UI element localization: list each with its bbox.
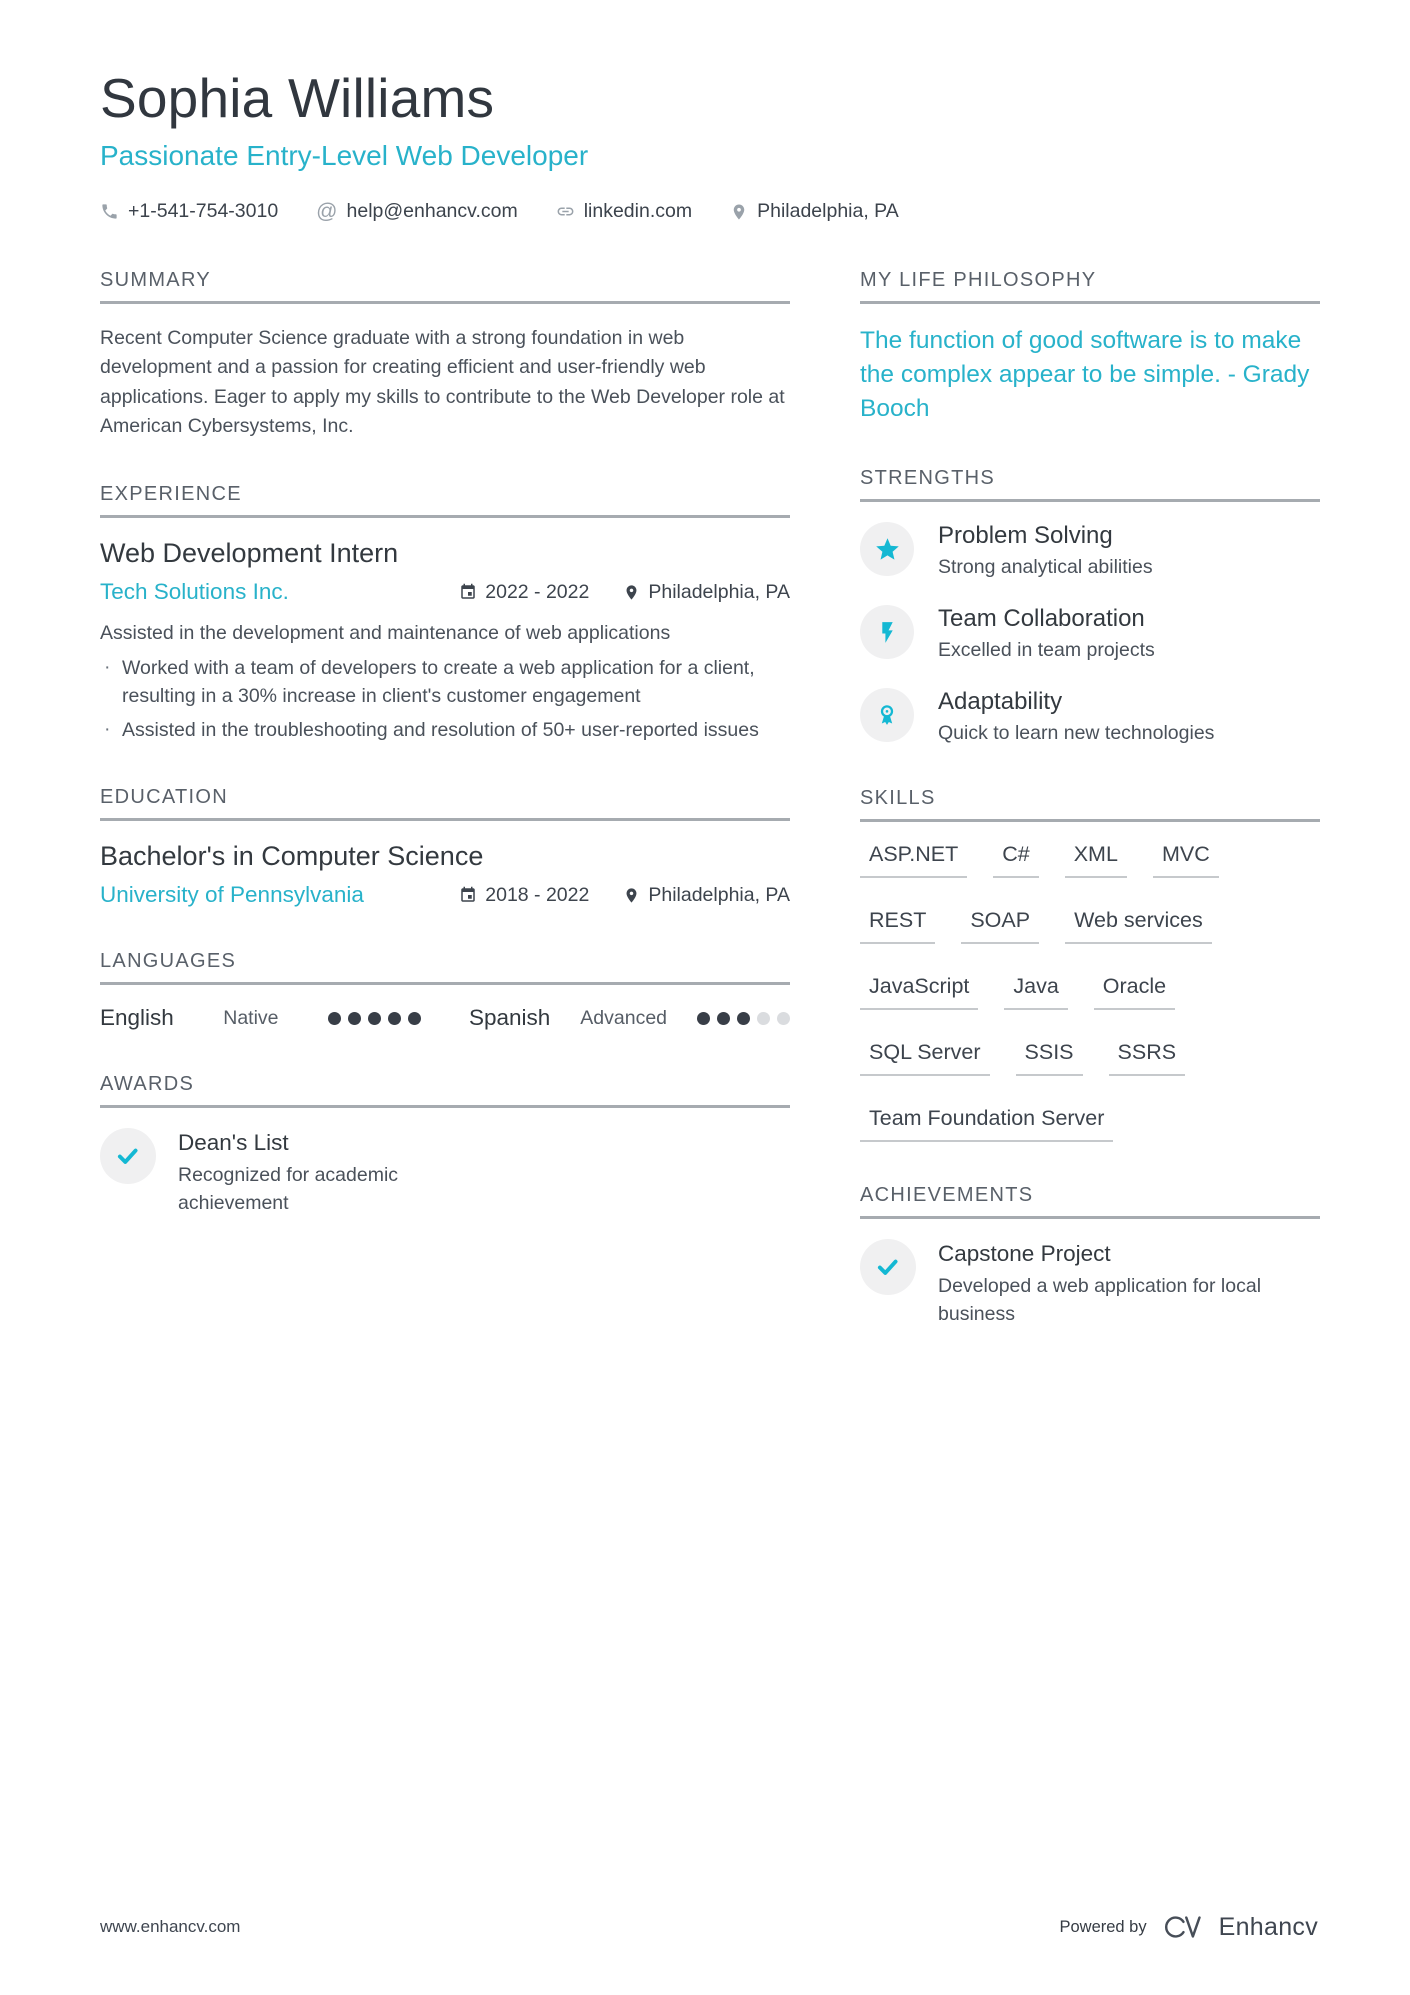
location-icon xyxy=(623,887,640,904)
job-location-text: Philadelphia, PA xyxy=(648,580,790,603)
experience-section xyxy=(100,483,790,744)
job-bullet: · Worked with a team of developers to create a web application for a client, resulting in a 30% increase in client's customer engagement xyxy=(100,655,790,710)
languages-heading: LANGUAGES xyxy=(100,950,790,985)
calendar-icon xyxy=(459,583,477,601)
summary-section xyxy=(100,269,790,441)
person-headline: Passionate Entry-Level Web Developer xyxy=(100,140,589,171)
strength-description: Strong analytical abilities xyxy=(938,556,1153,579)
skill-chip: SSRS xyxy=(1109,1040,1186,1076)
skill-chip: C# xyxy=(993,842,1038,878)
skill-chip: XML xyxy=(1065,842,1127,878)
language-level-dot xyxy=(757,1012,770,1025)
language-level: Advanced xyxy=(580,1006,668,1029)
phone-icon xyxy=(100,202,119,221)
skill-chip: Oracle xyxy=(1094,974,1175,1010)
strength-description: Excelled in team projects xyxy=(938,639,1155,662)
award-badge xyxy=(100,1128,156,1184)
language-item-spanish xyxy=(469,1005,790,1031)
at-icon: @ xyxy=(316,200,338,223)
strength-title: Adaptability xyxy=(938,688,1063,716)
language-name: English xyxy=(100,1005,174,1031)
contact-row xyxy=(100,200,1318,223)
location-icon xyxy=(730,203,748,221)
skill-chip: Team Foundation Server xyxy=(860,1106,1113,1142)
company-link[interactable]: Tech Solutions Inc. xyxy=(100,579,289,604)
experience-entry xyxy=(100,538,790,744)
skill-chip: Java xyxy=(1004,974,1067,1010)
philosophy-quote: The function of good software is to make the complex appear to be simple. - Grady Booch xyxy=(860,327,1310,422)
language-level-dot xyxy=(777,1012,790,1025)
summary-heading: SUMMARY xyxy=(100,269,790,304)
brand-name: Enhancv xyxy=(1218,1912,1318,1941)
contact-linkedin[interactable] xyxy=(556,200,692,223)
award-title: Dean's List xyxy=(178,1130,289,1156)
skill-chip: SSIS xyxy=(1016,1040,1083,1076)
education-entry xyxy=(100,841,790,908)
achievements-heading: ACHIEVEMENTS xyxy=(860,1184,1320,1219)
strength-badge xyxy=(860,688,914,742)
skills-section xyxy=(860,787,1320,1142)
contact-location-text: Philadelphia, PA xyxy=(757,200,899,222)
contact-location xyxy=(730,200,899,223)
philosophy-section xyxy=(860,269,1320,425)
strengths-section xyxy=(860,467,1320,745)
strength-description: Quick to learn new technologies xyxy=(938,722,1215,745)
skills-heading: SKILLS xyxy=(860,787,1320,822)
check-icon xyxy=(875,1254,901,1280)
language-level-dots xyxy=(697,1012,790,1025)
philosophy-heading: MY LIFE PHILOSOPHY xyxy=(860,269,1320,304)
star-icon xyxy=(874,536,901,563)
language-level-dot xyxy=(348,1012,361,1025)
job-dates xyxy=(459,581,589,604)
skill-chip: SQL Server xyxy=(860,1040,990,1076)
job-title: Web Development Intern xyxy=(100,538,399,568)
language-level-dots xyxy=(328,1012,421,1025)
skill-chip: Web services xyxy=(1065,908,1212,944)
strength-item xyxy=(860,688,1320,745)
achievement-item xyxy=(860,1239,1320,1328)
medal-icon xyxy=(874,702,900,728)
education-location-text: Philadelphia, PA xyxy=(648,883,790,906)
award-item xyxy=(100,1128,790,1217)
language-level-dot xyxy=(328,1012,341,1025)
award-description: Recognized for academic achievement xyxy=(178,1164,399,1214)
skills-list xyxy=(860,842,1320,1142)
language-level-dot xyxy=(697,1012,710,1025)
language-name: Spanish xyxy=(469,1005,551,1031)
skill-chip: JavaScript xyxy=(860,974,978,1010)
language-level-dot xyxy=(737,1012,750,1025)
bolt-icon xyxy=(875,620,900,645)
job-dates-text: 2022 - 2022 xyxy=(485,580,590,603)
job-bullet-list xyxy=(100,655,790,744)
language-level-dot xyxy=(408,1012,421,1025)
strength-title: Problem Solving xyxy=(938,522,1113,550)
school-link[interactable]: University of Pennsylvania xyxy=(100,882,364,908)
achievement-badge xyxy=(860,1239,916,1295)
job-bullet: · Assisted in the troubleshooting and resolution of 50+ user-reported issues xyxy=(100,717,790,745)
location-icon xyxy=(623,584,640,601)
language-level-dot xyxy=(368,1012,381,1025)
contact-linkedin-text: linkedin.com xyxy=(583,200,693,222)
achievement-description: Developed a web application for local business xyxy=(938,1275,1262,1325)
education-section xyxy=(100,786,790,908)
job-summary: Assisted in the development and maintenance of web applications xyxy=(100,622,671,644)
strength-item xyxy=(860,605,1320,662)
check-icon xyxy=(115,1143,141,1169)
degree-title: Bachelor's in Computer Science xyxy=(100,841,484,872)
enhancv-logo-icon xyxy=(1160,1911,1206,1943)
achievement-title: Capstone Project xyxy=(938,1241,1111,1267)
skill-chip: ASP.NET xyxy=(860,842,967,878)
strength-title: Team Collaboration xyxy=(938,605,1145,633)
summary-text: Recent Computer Science graduate with a strong foundation in web development and a passion for creating efficient and user-friendly web applications. Eager to apply my skills to contribute to the Web Developer role at American Cybersystems, Inc. xyxy=(100,327,785,437)
powered-by-label: Powered by xyxy=(1059,1917,1147,1936)
education-dates xyxy=(459,884,589,907)
page-footer xyxy=(100,1911,1318,1943)
language-level-dot xyxy=(388,1012,401,1025)
skill-chip: REST xyxy=(860,908,935,944)
education-location xyxy=(623,884,790,907)
footer-website-link[interactable]: www.enhancv.com xyxy=(100,1917,241,1936)
education-heading: EDUCATION xyxy=(100,786,790,821)
calendar-icon xyxy=(459,886,477,904)
contact-email-text: help@enhancv.com xyxy=(346,200,518,222)
resume-header xyxy=(100,66,1318,223)
contact-email[interactable] xyxy=(316,200,518,223)
achievements-section xyxy=(860,1184,1320,1328)
strength-badge xyxy=(860,605,914,659)
strength-item xyxy=(860,522,1320,579)
contact-phone-text: +1-541-754-3010 xyxy=(128,200,279,222)
education-dates-text: 2018 - 2022 xyxy=(485,883,590,906)
footer-brand[interactable] xyxy=(1059,1911,1318,1943)
job-location xyxy=(623,581,790,604)
contact-phone[interactable] xyxy=(100,200,278,223)
strength-badge xyxy=(860,522,914,576)
link-icon xyxy=(556,202,575,221)
language-level: Native xyxy=(223,1006,279,1029)
awards-section xyxy=(100,1073,790,1217)
experience-heading: EXPERIENCE xyxy=(100,483,790,518)
strengths-heading: STRENGTHS xyxy=(860,467,1320,502)
skill-chip: MVC xyxy=(1153,842,1219,878)
languages-section xyxy=(100,950,790,1031)
person-name: Sophia Williams xyxy=(100,67,495,129)
language-item-english xyxy=(100,1005,421,1031)
language-level-dot xyxy=(717,1012,730,1025)
awards-heading: AWARDS xyxy=(100,1073,790,1108)
skill-chip: SOAP xyxy=(961,908,1039,944)
